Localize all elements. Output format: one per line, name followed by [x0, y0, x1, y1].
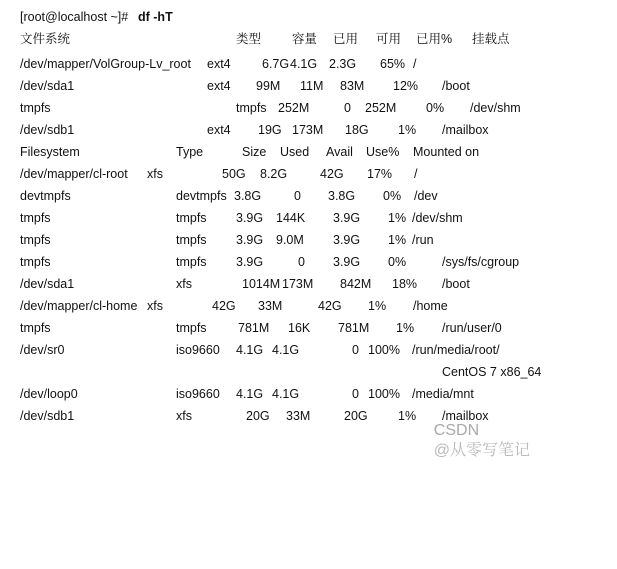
- header-type: Type: [176, 145, 204, 159]
- cell-mount: /boot: [442, 277, 470, 291]
- cell-used: 0: [344, 101, 351, 115]
- prompt-line: [0, 8, 173, 26]
- cell-type: xfs: [147, 167, 163, 181]
- cell-size: 3.9G: [236, 255, 264, 269]
- cell-type: ext4: [207, 123, 231, 137]
- cell-used: 0: [294, 189, 301, 203]
- cell-avail: 83M: [340, 79, 365, 93]
- cell-used: 173M: [292, 123, 324, 137]
- cell-size: 4.1G: [236, 343, 264, 357]
- table-row: [0, 77, 470, 95]
- cell-size: 3.9G: [236, 211, 264, 225]
- cell-filesystem: /dev/mapper/cl-home: [20, 299, 138, 313]
- cell-type: devtmpfs: [176, 189, 227, 203]
- cell-use-percent: 1%: [388, 211, 407, 225]
- cell-use-percent: 0%: [388, 255, 407, 269]
- cell-use-percent: 0%: [383, 189, 402, 203]
- cell-filesystem: /dev/sda1: [20, 277, 75, 291]
- table-row: [0, 407, 489, 425]
- table-row: [0, 253, 520, 271]
- cell-mount: /boot: [442, 79, 470, 93]
- header-used: Used: [280, 145, 310, 159]
- cell-avail: 3.9G: [333, 255, 361, 269]
- header-type: 类型: [236, 32, 262, 46]
- cell-size: 50G: [222, 167, 246, 181]
- cell-type: iso9660: [176, 343, 220, 357]
- table-row: [0, 99, 521, 117]
- cell-mount: /media/mnt: [412, 387, 474, 401]
- cell-mount: CentOS 7 x86_64: [442, 365, 542, 379]
- cell-type: ext4: [207, 79, 231, 93]
- cell-mount: /mailbox: [442, 123, 489, 137]
- cell-filesystem: /dev/loop0: [20, 387, 78, 401]
- cell-type: tmpfs: [176, 233, 207, 247]
- cell-filesystem: /dev/sda1: [20, 79, 75, 93]
- table-row: [0, 187, 438, 205]
- command-text: df -hT: [138, 10, 173, 24]
- cell-use-percent: 1%: [398, 123, 417, 137]
- cell-used: 4.1G: [272, 387, 300, 401]
- cell-type: tmpfs: [176, 211, 207, 225]
- header-avail: Avail: [326, 145, 353, 159]
- cell-used: 11M: [300, 79, 324, 93]
- cell-avail: 42G: [318, 299, 342, 313]
- cell-use-percent: 18%: [392, 277, 418, 291]
- cell-size: 6.7G: [262, 57, 290, 71]
- cell-used: 0: [298, 255, 305, 269]
- cell-avail: 0: [352, 387, 359, 401]
- cell-mount: /dev/shm: [412, 211, 463, 225]
- cell-used: 4.1G: [290, 57, 318, 71]
- header-mount: 挂载点: [472, 32, 510, 46]
- cell-type: xfs: [176, 409, 192, 423]
- cell-size: 42G: [212, 299, 236, 313]
- cell-filesystem: tmpfs: [20, 255, 51, 269]
- cell-use-percent: 1%: [368, 299, 387, 313]
- cell-size: 20G: [246, 409, 270, 423]
- cell-filesystem: tmpfs: [20, 101, 51, 115]
- watermark: [416, 401, 531, 459]
- cell-filesystem: /dev/sr0: [20, 343, 65, 357]
- cell-use-percent: 1%: [396, 321, 415, 335]
- header-mount: Mounted on: [413, 145, 480, 159]
- cell-used: 33M: [258, 299, 283, 313]
- header-filesystem: 文件系统: [20, 32, 71, 46]
- cell-size: 99M: [256, 79, 281, 93]
- cell-use-percent: 1%: [388, 233, 407, 247]
- cell-mount: /: [413, 57, 417, 71]
- cell-avail: 3.9G: [333, 233, 361, 247]
- cell-avail: 20G: [344, 409, 368, 423]
- cell-use-percent: 100%: [368, 387, 400, 401]
- table-row: [0, 275, 470, 293]
- cell-avail: 3.8G: [328, 189, 356, 203]
- table-row: [0, 385, 474, 403]
- table-row: [0, 297, 448, 315]
- header-size: Size: [242, 145, 267, 159]
- cell-mount: /dev: [414, 189, 438, 203]
- cell-mount: /run/media/root/: [412, 343, 500, 357]
- cell-type: xfs: [147, 299, 163, 313]
- cell-mount: /run: [412, 233, 434, 247]
- cell-used: 144K: [276, 211, 306, 225]
- table-row: [0, 231, 434, 249]
- table-header-cn: [0, 30, 510, 48]
- cell-use-percent: 0%: [426, 101, 445, 115]
- header-filesystem: Filesystem: [20, 145, 80, 159]
- cell-used: 173M: [282, 277, 314, 291]
- cell-avail: 3.9G: [333, 211, 361, 225]
- table-row: [0, 121, 489, 139]
- cell-size: 1014M: [242, 277, 281, 291]
- cell-avail: 252M: [365, 101, 397, 115]
- cell-filesystem: /dev/mapper/cl-root: [20, 167, 128, 181]
- table-row: [0, 165, 418, 183]
- cell-mount: /dev/shm: [470, 101, 521, 115]
- cell-type: tmpfs: [176, 321, 207, 335]
- cell-size: 252M: [278, 101, 310, 115]
- shell-prompt: [root@localhost ~]#: [20, 10, 132, 24]
- cell-type: xfs: [176, 277, 192, 291]
- cell-avail: 42G: [320, 167, 344, 181]
- cell-used: 4.1G: [272, 343, 300, 357]
- csdn-watermark-text: CSDN: [433, 422, 480, 439]
- cell-mount: /sys/fs/cgroup: [442, 255, 520, 269]
- cell-filesystem: tmpfs: [20, 211, 51, 225]
- cell-mount: /run/user/0: [442, 321, 502, 335]
- cell-avail: 2.3G: [329, 57, 357, 71]
- cell-filesystem: /dev/sdb1: [20, 409, 75, 423]
- cell-use-percent: 12%: [393, 79, 419, 93]
- cell-used: 9.0M: [276, 233, 304, 247]
- cell-avail: 0: [352, 343, 359, 357]
- table-header-en: [0, 143, 480, 161]
- header-use-percent: 已用%: [416, 32, 453, 46]
- cell-size: 19G: [258, 123, 282, 137]
- table-row: [0, 363, 542, 381]
- cell-use-percent: 17%: [367, 167, 393, 181]
- cell-avail: 842M: [340, 277, 372, 291]
- table-row: [0, 209, 463, 227]
- cell-avail: 18G: [345, 123, 369, 137]
- cell-avail: 781M: [338, 321, 370, 335]
- cell-type: tmpfs: [236, 101, 267, 115]
- table-row: [0, 55, 417, 73]
- cell-type: ext4: [207, 57, 231, 71]
- cell-size: 3.9G: [236, 233, 264, 247]
- cell-used: 33M: [286, 409, 311, 423]
- cell-filesystem: /dev/mapper/VolGroup-Lv_root: [20, 57, 191, 71]
- cell-mount: /home: [413, 299, 448, 313]
- cell-used: 16K: [288, 321, 311, 335]
- table-row: [0, 319, 502, 337]
- cell-filesystem: devtmpfs: [20, 189, 71, 203]
- cell-type: tmpfs: [176, 255, 207, 269]
- cell-filesystem: /dev/sdb1: [20, 123, 75, 137]
- header-avail: 可用: [376, 32, 402, 46]
- cell-size: 781M: [238, 321, 270, 335]
- cell-size: 3.8G: [234, 189, 262, 203]
- cell-use-percent: 65%: [380, 57, 406, 71]
- cell-filesystem: tmpfs: [20, 321, 51, 335]
- cell-mount: /mailbox: [442, 409, 489, 423]
- header-size: 容量: [292, 32, 318, 46]
- cell-used: 8.2G: [260, 167, 288, 181]
- cell-use-percent: 100%: [368, 343, 400, 357]
- author-watermark-text: @从零写笔记: [433, 442, 531, 459]
- table-row: [0, 341, 500, 359]
- cell-mount: /: [414, 167, 418, 181]
- cell-filesystem: tmpfs: [20, 233, 51, 247]
- header-used: 已用: [333, 32, 359, 46]
- cell-type: iso9660: [176, 387, 220, 401]
- cell-use-percent: 1%: [398, 409, 417, 423]
- cell-size: 4.1G: [236, 387, 264, 401]
- header-use-percent: Use%: [366, 145, 400, 159]
